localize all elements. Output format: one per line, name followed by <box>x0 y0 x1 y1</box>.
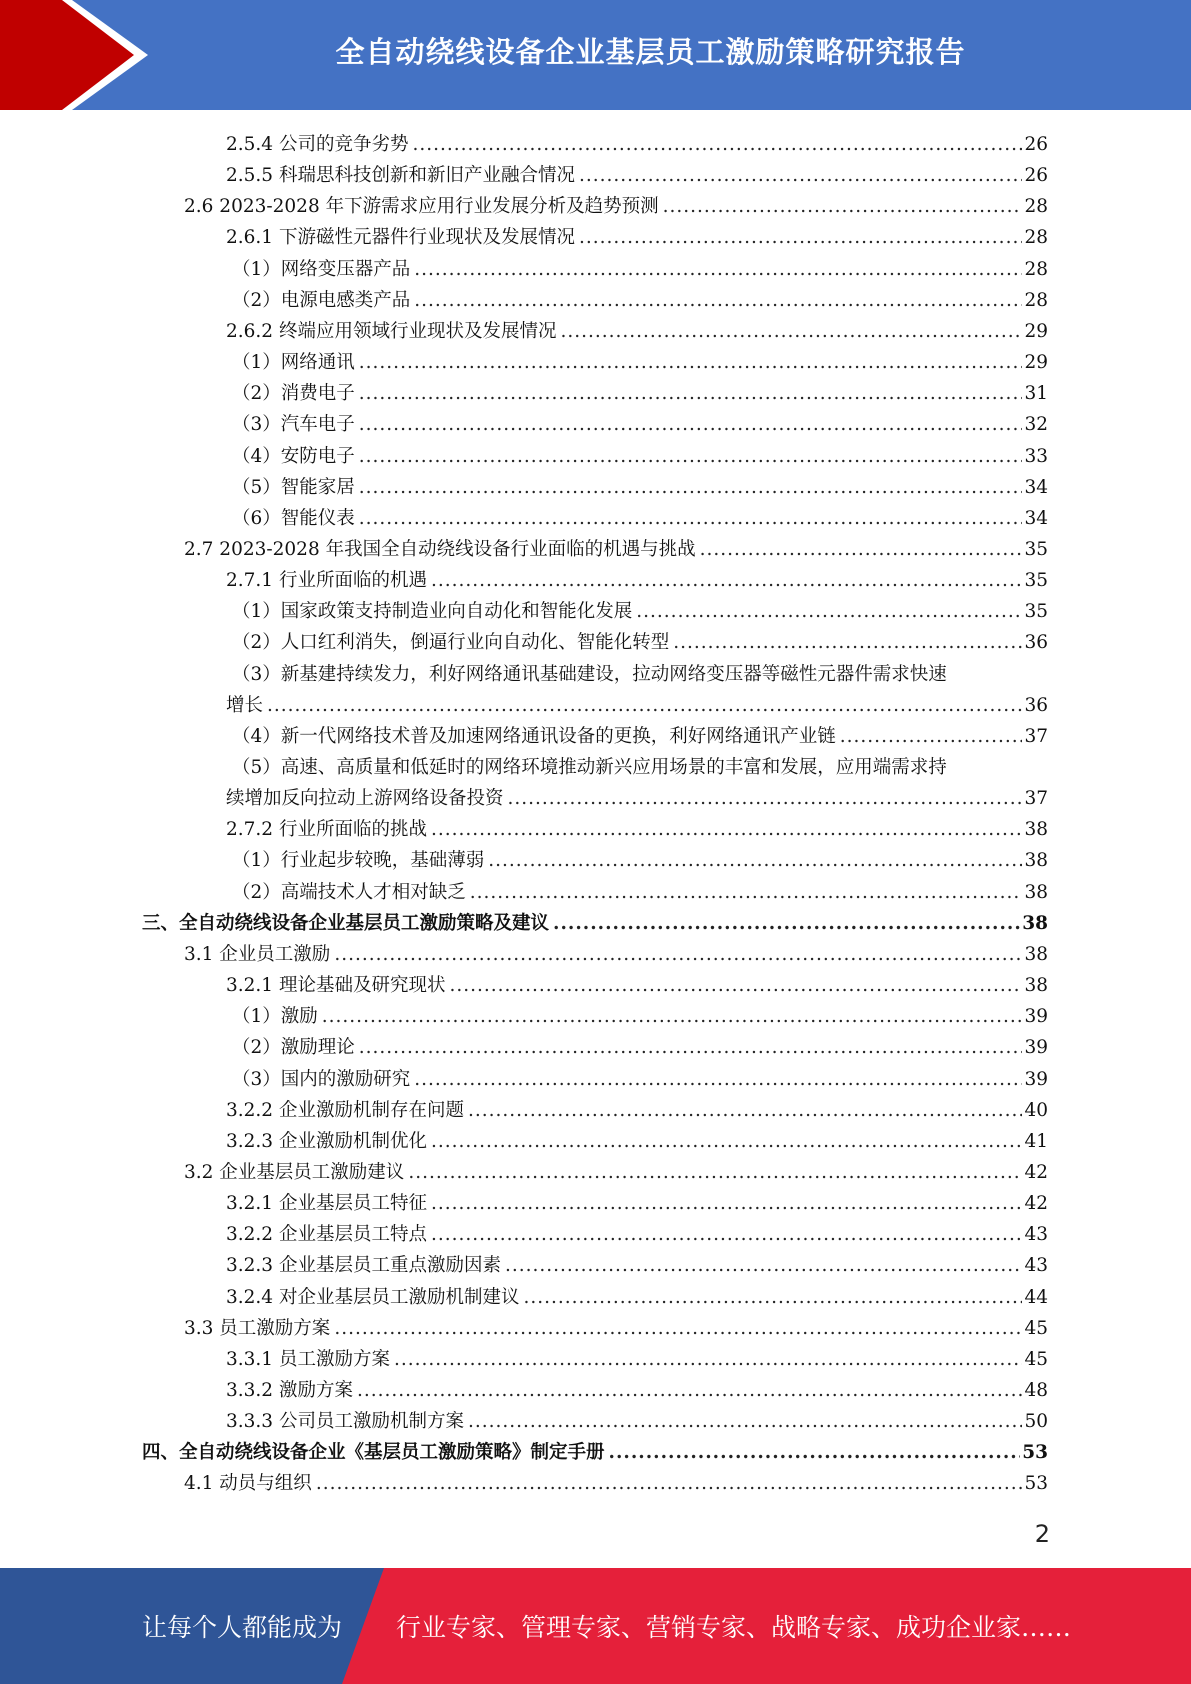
toc-entry-title: （2）高端技术人才相对缺乏 <box>232 881 466 903</box>
toc-entry[interactable] <box>226 1092 1048 1123</box>
toc-entry-page: 53 <box>1022 1442 1048 1464</box>
toc-entry-title: 3.2.1 理论基础及研究现状 <box>226 975 446 997</box>
toc-entry-title: （2）电源电感类产品 <box>232 289 411 311</box>
toc-dot-leader <box>663 195 1023 219</box>
toc-entry[interactable] <box>232 469 1048 500</box>
toc-dot-leader <box>357 1379 1023 1403</box>
toc-entry-title: 3.3.1 员工激励方案 <box>226 1348 390 1370</box>
toc-entry-page: 42 <box>1024 1161 1048 1183</box>
toc-entry-title: 3.2.4 对企业基层员工激励机制建议 <box>226 1286 520 1308</box>
toc-entry-page: 28 <box>1024 227 1048 249</box>
toc-entry-title: 3.2.2 企业基层员工特点 <box>226 1224 427 1246</box>
toc-entry-page: 34 <box>1024 476 1048 498</box>
toc-dot-leader <box>414 1068 1022 1092</box>
toc-entry-title: （1）行业起步较晚，基础薄弱 <box>232 850 485 872</box>
toc-entry-title: 2.6.2 终端应用领域行业现状及发展情况 <box>226 320 557 342</box>
toc-entry-page: 38 <box>1024 943 1048 965</box>
toc-entry-title: 三、全自动绕线设备企业基层员工激励策略及建议 <box>142 912 550 934</box>
toc-entry-page: 39 <box>1024 1006 1048 1028</box>
toc-entry[interactable] <box>142 905 1048 936</box>
toc-entry[interactable] <box>226 1216 1048 1247</box>
toc-dot-leader <box>359 413 1023 437</box>
toc-entry-page: 41 <box>1024 1130 1048 1152</box>
toc-entry-page: 26 <box>1024 165 1048 187</box>
toc-entry-page: 39 <box>1024 1037 1048 1059</box>
toc-dot-leader <box>673 631 1022 655</box>
toc-entry-title: （2）激励理论 <box>232 1037 355 1059</box>
toc-entry-title: 3.2 企业基层员工激励建议 <box>184 1161 405 1183</box>
toc-entry-page: 29 <box>1024 320 1048 342</box>
toc-dot-leader <box>267 694 1022 718</box>
page-footer <box>0 1568 1191 1684</box>
toc-dot-leader <box>579 226 1022 250</box>
toc-entry-title: （1）国家政策支持制造业向自动化和智能化发展 <box>232 601 633 623</box>
toc-entry[interactable] <box>232 998 1048 1029</box>
toc-entry[interactable] <box>226 780 1048 811</box>
toc-entry-title: 2.5.5 科瑞思科技创新和新旧产业融合情况 <box>226 165 575 187</box>
toc-dot-leader <box>359 1036 1023 1060</box>
toc-entry-page: 37 <box>1024 725 1048 747</box>
toc-entry-title: 3.3.3 公司员工激励机制方案 <box>226 1411 464 1433</box>
toc-entry-title: （1）激励 <box>232 1006 318 1028</box>
toc-entry-title: 续增加反向拉动上游网络设备投资 <box>226 788 504 810</box>
toc-entry-page: 38 <box>1024 975 1048 997</box>
toc-entry-page: 50 <box>1024 1411 1048 1433</box>
toc-dot-leader <box>316 1472 1023 1496</box>
toc-dot-leader <box>505 1254 1022 1278</box>
toc-entry-page: 26 <box>1024 134 1048 155</box>
toc-entry-title: 四、全自动绕线设备企业《基层员工激励策略》制定手册 <box>142 1442 605 1464</box>
toc-entry-page: 35 <box>1024 601 1048 623</box>
toc-entry[interactable] <box>226 1185 1048 1216</box>
toc-entry-title: 3.3 员工激励方案 <box>184 1317 331 1339</box>
toc-entry-title: 3.2.3 企业基层员工重点激励因素 <box>226 1255 501 1277</box>
toc-entry-title: （4）新一代网络技术普及加速网络通讯设备的更换，利好网络通讯产业链 <box>232 725 836 747</box>
toc-dot-leader <box>553 912 1020 936</box>
toc-dot-leader <box>359 476 1023 500</box>
toc-entry-title: （5）高速、高质量和低延时的网络环境推动新兴应用场景的丰富和发展，应用端需求持 <box>232 757 947 778</box>
toc-dot-leader <box>394 1348 1022 1372</box>
toc-dot-leader <box>700 538 1023 562</box>
toc-entry-page: 45 <box>1024 1317 1048 1339</box>
toc-dot-leader <box>322 1005 1023 1029</box>
toc-dot-leader <box>468 1410 1022 1434</box>
toc-entry-title: （6）智能仪表 <box>232 507 355 529</box>
toc-entry[interactable] <box>142 1434 1048 1465</box>
toc-dot-leader <box>414 258 1022 282</box>
toc-entry[interactable] <box>232 656 1048 687</box>
toc-entry[interactable] <box>226 313 1048 344</box>
toc-entry-page: 35 <box>1024 538 1048 560</box>
toc-dot-leader <box>431 1130 1022 1154</box>
toc-entry[interactable] <box>226 1123 1048 1154</box>
toc-entry[interactable] <box>226 219 1048 250</box>
toc-entry[interactable] <box>232 874 1048 905</box>
toc-dot-leader <box>334 1317 1022 1341</box>
toc-entry-page: 42 <box>1024 1193 1048 1215</box>
toc-entry-title: （1）网络通讯 <box>232 352 355 374</box>
toc-entry-title: （5）智能家居 <box>232 476 355 498</box>
toc-entry[interactable] <box>184 531 1048 562</box>
toc-entry-page: 28 <box>1024 258 1048 280</box>
toc-entry[interactable] <box>226 157 1048 188</box>
toc-dot-leader <box>414 289 1022 313</box>
toc-entry[interactable] <box>232 624 1048 655</box>
toc-entry[interactable] <box>184 936 1048 967</box>
toc-entry[interactable] <box>232 842 1048 873</box>
toc-entry-page: 36 <box>1024 632 1048 654</box>
toc-entry[interactable] <box>184 1310 1048 1341</box>
toc-entry-title: 3.2.1 企业基层员工特征 <box>226 1193 427 1215</box>
toc-entry[interactable] <box>232 344 1048 375</box>
toc-dot-leader <box>412 133 1022 157</box>
toc-dot-leader <box>359 507 1023 531</box>
toc-entry-page: 28 <box>1024 196 1048 218</box>
toc-entry-page: 38 <box>1022 912 1048 934</box>
toc-entry-title: （2）人口红利消失，倒逼行业向自动化、智能化转型 <box>232 632 670 654</box>
toc-entry-page: 36 <box>1024 694 1048 716</box>
toc-entry[interactable] <box>226 811 1048 842</box>
toc-entry-page: 44 <box>1024 1286 1048 1308</box>
toc-dot-leader <box>449 974 1022 998</box>
toc-dot-leader <box>470 881 1023 905</box>
toc-entry-title: （3）新基建持续发力，利好网络通讯基础建设，拉动网络变压器等磁性元器件需求快速 <box>232 663 947 685</box>
toc-entry[interactable] <box>226 1279 1048 1310</box>
toc-dot-leader <box>840 725 1023 749</box>
toc-entry[interactable] <box>232 282 1048 313</box>
toc-dot-leader <box>359 445 1023 469</box>
toc-entry-title: 2.5.4 公司的竞争劣势 <box>226 134 409 155</box>
toc-entry[interactable] <box>232 375 1048 406</box>
toc-entry-page: 43 <box>1024 1224 1048 1246</box>
page-header <box>0 0 1191 110</box>
toc-dot-leader <box>579 164 1022 188</box>
toc-entry-title: 4.1 动员与组织 <box>184 1473 312 1495</box>
toc-entry-page: 33 <box>1024 445 1048 467</box>
toc-dot-leader <box>609 1441 1021 1465</box>
toc-entry[interactable] <box>184 188 1048 219</box>
toc-entry[interactable] <box>232 251 1048 282</box>
toc-entry[interactable] <box>232 749 1048 780</box>
toc-entry-page: 38 <box>1024 850 1048 872</box>
toc-entry[interactable] <box>232 593 1048 624</box>
footer-slogan-left: 让每个人都能成为 <box>142 1613 343 1642</box>
toc-entry-title: 3.2.3 企业激励机制优化 <box>226 1130 427 1152</box>
toc-entry-page: 31 <box>1024 383 1048 405</box>
toc-dot-leader <box>560 320 1022 344</box>
toc-entry-title: 3.1 企业员工激励 <box>184 943 331 965</box>
toc-entry[interactable] <box>226 1247 1048 1278</box>
toc-dot-leader <box>408 1161 1022 1185</box>
toc-dot-leader <box>359 382 1023 406</box>
toc-dot-leader <box>359 351 1023 375</box>
toc-dot-leader <box>431 818 1022 842</box>
toc-entry[interactable] <box>232 1061 1048 1092</box>
toc-entry-page: 45 <box>1024 1348 1048 1370</box>
toc-dot-leader <box>488 849 1022 873</box>
toc-dot-leader <box>523 1286 1022 1310</box>
toc-entry-title: 3.2.2 企业激励机制存在问题 <box>226 1099 464 1121</box>
toc-dot-leader <box>431 569 1022 593</box>
toc-entry-page: 28 <box>1024 289 1048 311</box>
toc-entry-title: 3.3.2 激励方案 <box>226 1380 353 1401</box>
toc-entry[interactable] <box>184 1465 1048 1496</box>
toc-dot-leader <box>334 943 1022 967</box>
toc-entry[interactable] <box>232 406 1048 437</box>
toc-entry-page: 38 <box>1024 819 1048 841</box>
footer-slogan-right: 行业专家、管理专家、营销专家、战略专家、成功企业家…… <box>396 1613 1072 1642</box>
toc-entry-page: 38 <box>1024 881 1048 903</box>
toc-dot-leader <box>636 600 1022 624</box>
toc-entry[interactable] <box>232 1029 1048 1060</box>
toc-dot-leader <box>508 787 1023 811</box>
toc-entry[interactable] <box>226 1341 1048 1372</box>
toc-entry-page: 34 <box>1024 507 1048 529</box>
toc-entry-page: 43 <box>1024 1255 1048 1277</box>
toc-entry-page: 39 <box>1024 1068 1048 1090</box>
toc-entry-page: 48 <box>1024 1380 1048 1401</box>
toc-entry[interactable] <box>226 562 1048 593</box>
toc-entry[interactable] <box>184 1154 1048 1185</box>
report-title: 全自动绕线设备企业基层员工激励策略研究报告 <box>335 34 966 69</box>
toc-entry-page: 53 <box>1024 1473 1048 1495</box>
toc-entry-page: 37 <box>1024 788 1048 810</box>
toc-entry-title: 2.7.1 行业所面临的机遇 <box>226 570 427 592</box>
page-number: 2 <box>1034 1520 1050 1548</box>
toc-entry-title: 增长 <box>226 694 264 716</box>
toc-dot-leader <box>468 1099 1022 1123</box>
toc-entry-title: 2.7.2 行业所面临的挑战 <box>226 819 427 841</box>
toc-entry[interactable] <box>226 126 1048 157</box>
toc-entry-page: 29 <box>1024 352 1048 374</box>
toc-entry-page: 35 <box>1024 570 1048 592</box>
toc-entry-title: （4）安防电子 <box>232 445 355 467</box>
toc-entry[interactable] <box>226 1403 1048 1434</box>
toc-entry-page: 40 <box>1024 1099 1048 1121</box>
toc-entry-title: 2.7 2023-2028 年我国全自动绕线设备行业面临的机遇与挑战 <box>184 538 696 560</box>
toc-entry[interactable] <box>226 967 1048 998</box>
toc-entry-page: 32 <box>1024 414 1048 436</box>
toc-dot-leader <box>431 1223 1022 1247</box>
toc-entry-title: （1）网络变压器产品 <box>232 258 411 280</box>
toc-entry[interactable] <box>226 1372 1048 1403</box>
toc-entry-title: 2.6.1 下游磁性元器件行业现状及发展情况 <box>226 227 575 249</box>
toc-entry[interactable] <box>232 500 1048 531</box>
toc-dot-leader <box>431 1192 1022 1216</box>
toc-entry-title: 2.6 2023-2028 年下游需求应用行业发展分析及趋势预测 <box>184 196 659 218</box>
toc-entry-title: （3）汽车电子 <box>232 414 355 436</box>
toc-entry[interactable] <box>232 438 1048 469</box>
toc-entry[interactable] <box>226 687 1048 718</box>
toc-entry-title: （3）国内的激励研究 <box>232 1068 411 1090</box>
toc-entry[interactable] <box>232 718 1048 749</box>
toc-entry-title: （2）消费电子 <box>232 383 355 405</box>
